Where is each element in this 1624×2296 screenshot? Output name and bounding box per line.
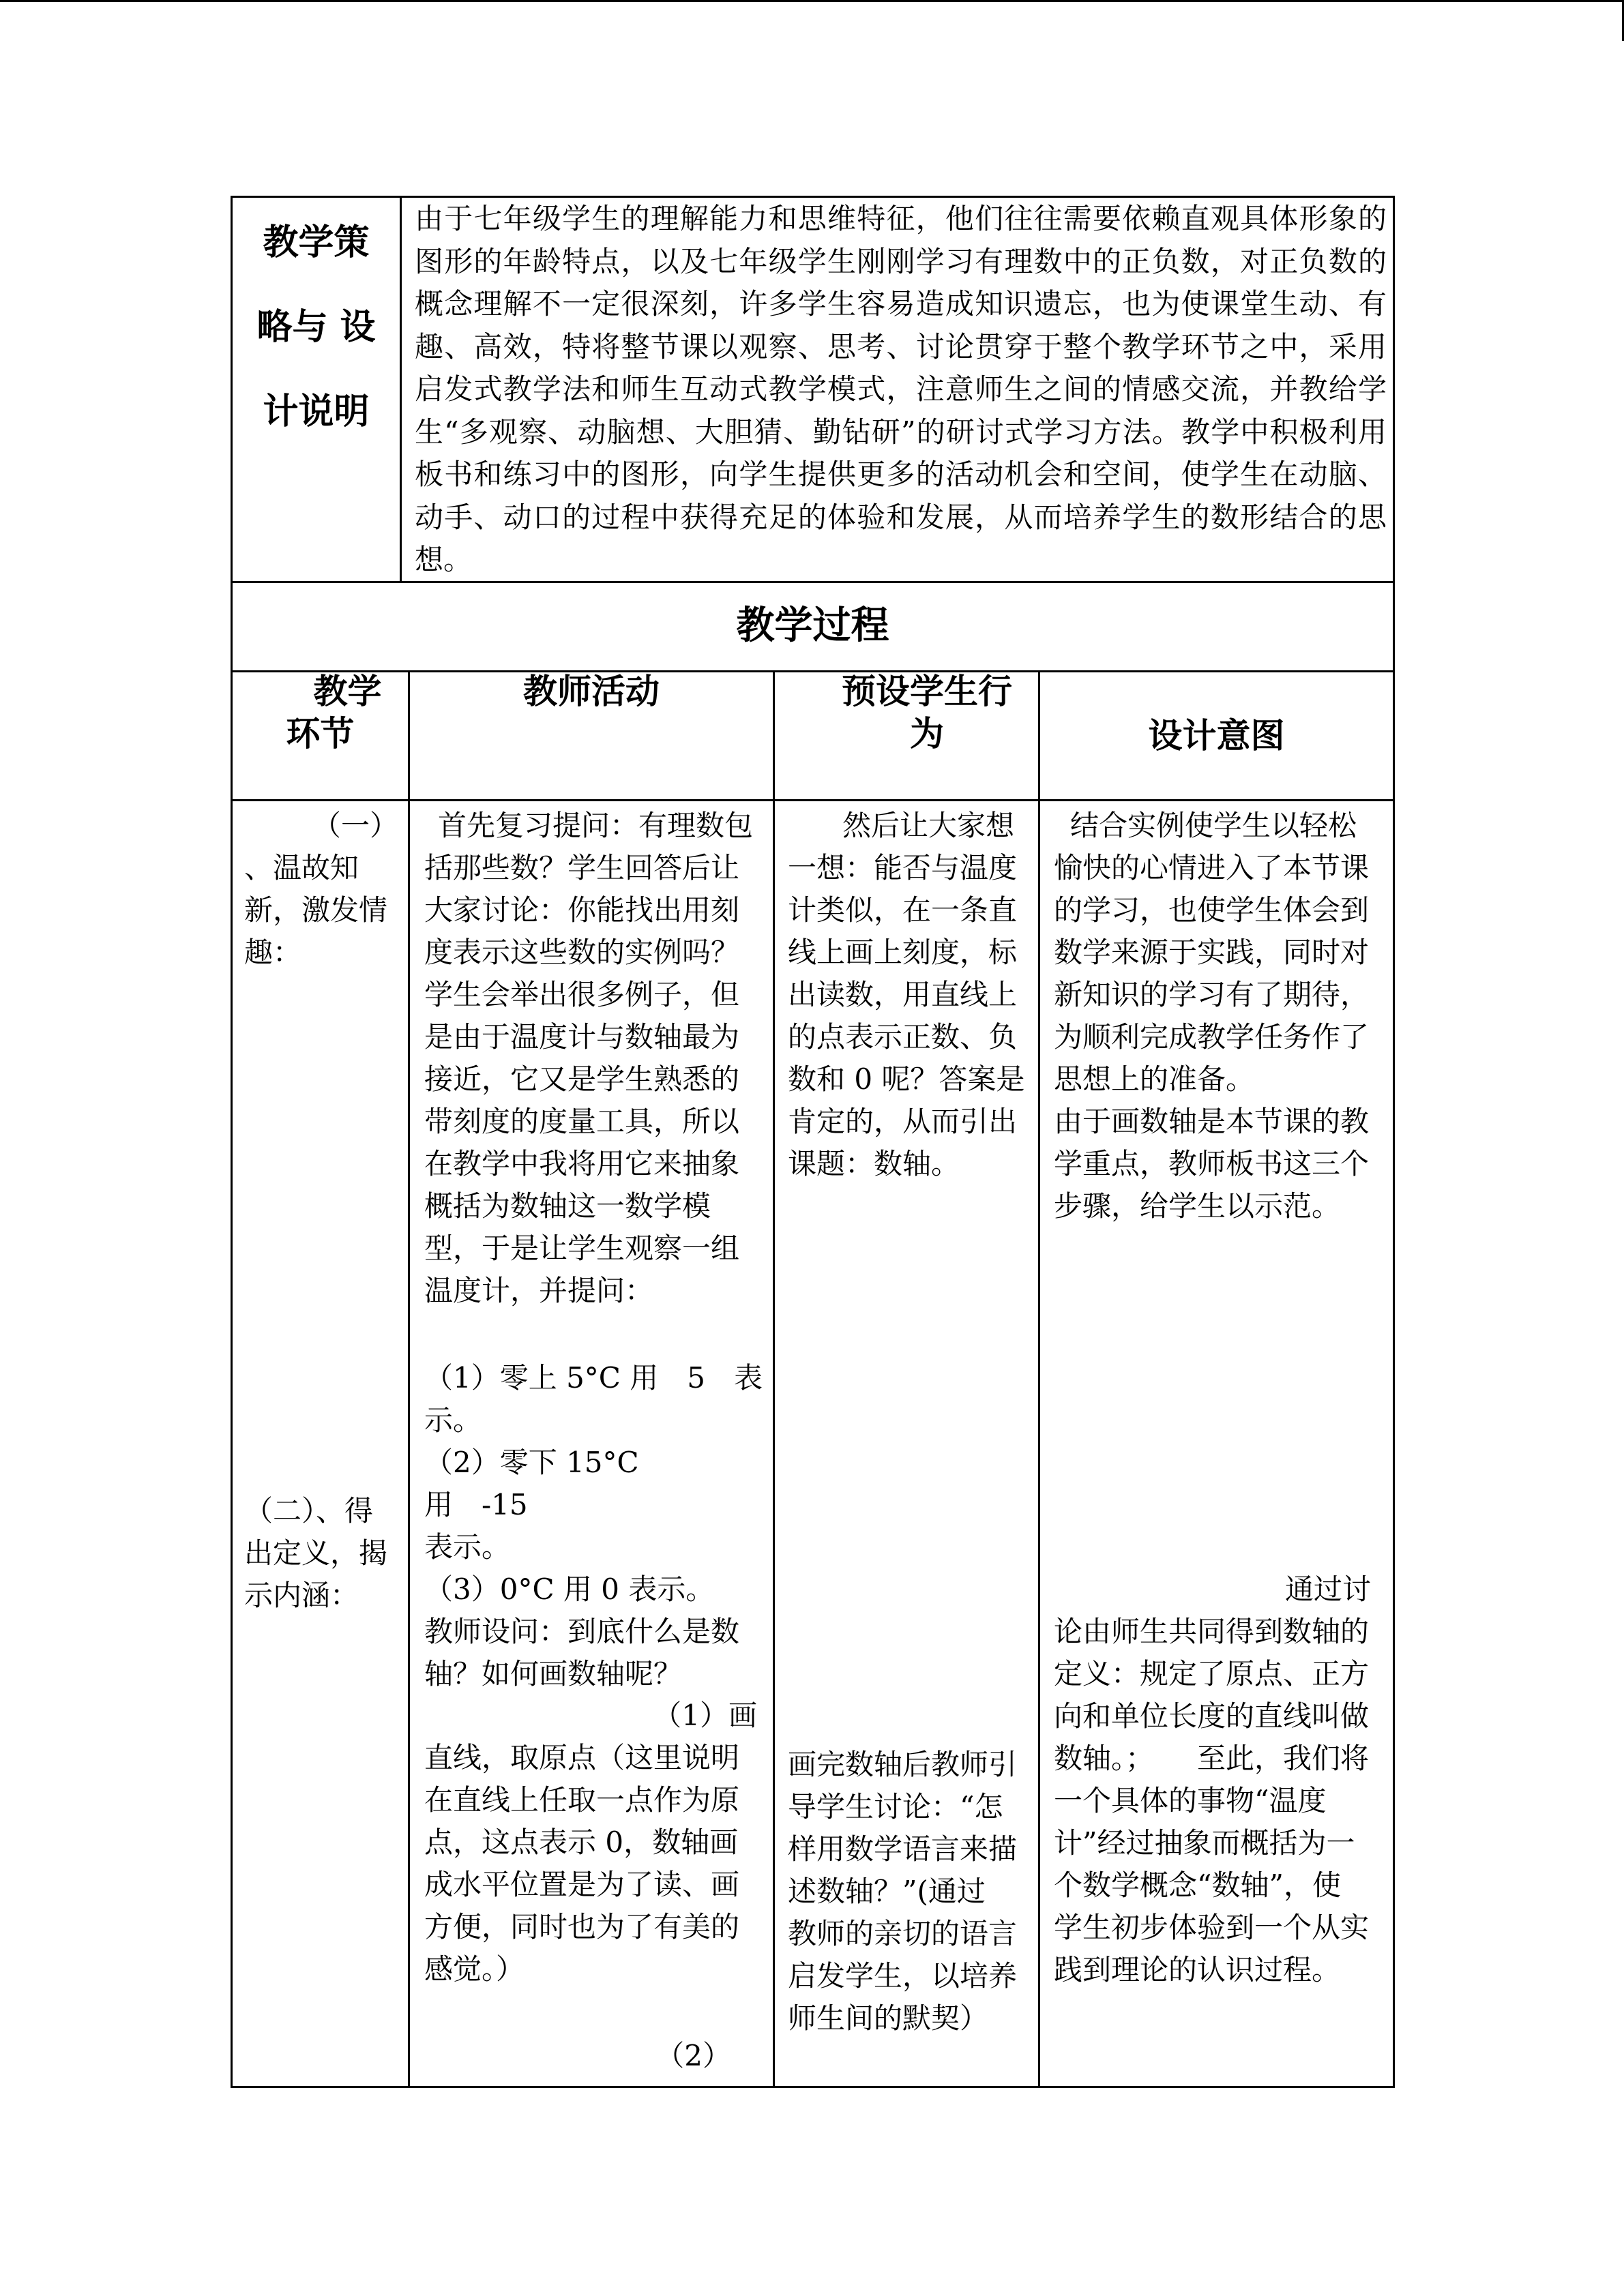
intent-line: 为顺利完成教学任务作了 <box>1054 1020 1370 1054</box>
teacher-line: 大家讨论：你能找出用刻 <box>424 893 740 927</box>
teacher-line: 成水平位置是为了读、画 <box>424 1868 740 1901</box>
teacher-line: （1）零上 5°C 用 5 表 <box>424 1361 763 1395</box>
teacher-line: 方便，同时也为了有美的 <box>424 1910 740 1943</box>
intent-line: 个数学概念“数轴”，使 <box>1054 1868 1341 1902</box>
intent-line: 论由师生共同得到数轴的 <box>1054 1615 1370 1648</box>
student-line: 样用数学语言来描 <box>788 1832 1018 1866</box>
stage-one <box>244 805 402 974</box>
teacher-para-2 <box>424 1357 769 1695</box>
student-line: 课题：数轴。 <box>788 1147 960 1180</box>
intent-line: 计”经过抽象而概括为一 <box>1054 1826 1355 1860</box>
teacher-line: 点，这点表示 0，数轴画 <box>424 1825 739 1859</box>
teacher-line: 型，于是让学生观察一组 <box>424 1232 740 1265</box>
teacher-line: 感觉。） <box>424 1952 525 1986</box>
teacher-line: （2）零下 15°C 用 -15 <box>424 1446 668 1521</box>
teacher-line: 在教学中我将用它来抽象 <box>424 1147 740 1180</box>
col-divider-1 <box>408 670 410 2088</box>
teacher-line: （3）0°C 用 0 表示。 <box>424 1572 715 1606</box>
teacher-line: 直线，取原点（这里说明 <box>424 1741 740 1774</box>
teacher-line: 表示。 <box>424 1530 511 1564</box>
stage-line: （一） <box>312 809 399 842</box>
teacher-line: 是由于温度计与数轴最为 <box>424 1020 740 1054</box>
header-stage-line: 教学 <box>313 671 382 711</box>
student-para-2 <box>788 1744 1033 2040</box>
col-divider-3 <box>1038 670 1040 2088</box>
student-line: 计类似，在一条直 <box>788 893 1018 927</box>
intent-line: 数学来源于实践，同时对 <box>1054 936 1370 969</box>
student-line: 师生间的默契） <box>788 2001 989 2035</box>
intent-line: 向和单位长度的直线叫做 <box>1054 1699 1370 1733</box>
intent-line: 数轴。； 至此，我们将 <box>1054 1742 1370 1775</box>
strategy-label <box>233 200 400 454</box>
teacher-line: 首先复习提问：有理数包 <box>438 809 754 842</box>
table-border-bottom <box>231 2086 1395 2088</box>
teacher-para-1 <box>424 805 769 1312</box>
table-border-right <box>1393 196 1395 2088</box>
teacher-line: 温度计，并提问： <box>424 1274 654 1307</box>
teacher-step-2-head: （2） <box>655 2039 731 2072</box>
teacher-line: 括那些数？学生回答后让 <box>424 851 740 884</box>
intent-line: 一个具体的事物“温度 <box>1054 1784 1327 1817</box>
teacher-line: 度表示这些数的实例吗？ <box>424 936 740 969</box>
teacher-line: 学生会举出很多例子，但 <box>424 978 740 1011</box>
teacher-line: 带刻度的度量工具，所以 <box>424 1105 740 1138</box>
teacher-line: 在直线上任取一点作为原 <box>424 1783 740 1817</box>
student-line: 线上画上刻度，标 <box>788 936 1018 969</box>
student-line: 导学生讨论：“怎 <box>788 1790 1003 1823</box>
header-stage <box>233 670 408 755</box>
teacher-line: 示。 <box>424 1403 482 1437</box>
intent-line: 思想上的准备。 <box>1054 1062 1255 1096</box>
intent-line: 定义：规定了原点、正方 <box>1054 1657 1370 1690</box>
teacher-line: 轴？如何画数轴呢？ <box>424 1657 683 1690</box>
intent-line: 学生初步体验到一个从实 <box>1054 1911 1370 1944</box>
intent-para-2 <box>1054 1611 1388 1991</box>
header-teacher: 教师活动 <box>523 671 660 711</box>
stage-line: （二）、得 <box>244 1494 374 1527</box>
stage-line: 出定义，揭 <box>244 1536 388 1570</box>
intent-line: 愉快的心情进入了本节课 <box>1054 851 1370 884</box>
table-border-header-bottom <box>231 799 1395 801</box>
header-student-line: 预设学生行 <box>842 671 1012 711</box>
student-line: 然后让大家想 <box>842 809 1015 842</box>
teacher-line: 教师设问：到底什么是数 <box>424 1615 740 1648</box>
intent-line: 新知识的学习有了期待， <box>1054 978 1370 1011</box>
student-line: 的点表示正数、负 <box>788 1020 1018 1054</box>
intent-para-1 <box>1054 805 1388 1227</box>
intent-line: 践到理论的认识过程。 <box>1054 1953 1341 1986</box>
strategy-label-line: 略与 设 <box>256 306 376 348</box>
header-stage-line: 环节 <box>286 713 355 754</box>
intent-line: 学重点，教师板书这三个 <box>1054 1147 1370 1180</box>
intent-line: 的学习，也使学生体会到 <box>1054 893 1370 927</box>
stage-line: 、温故知 <box>244 851 359 884</box>
teacher-line: 概括为数轴这一数学模 <box>424 1189 711 1223</box>
col-divider-2 <box>773 670 775 2088</box>
teacher-para-3 <box>424 1737 769 1991</box>
student-line: 一想：能否与温度 <box>788 851 1018 884</box>
intent-para-2-head: 通过讨 <box>1284 1572 1371 1606</box>
strategy-divider <box>400 196 402 583</box>
student-line: 述数轴？”(通过 <box>788 1875 986 1908</box>
intent-line: 由于画数轴是本节课的教 <box>1054 1105 1370 1138</box>
intent-line: 步骤，给学生以示范。 <box>1054 1189 1341 1223</box>
student-line: 启发学生，以培养 <box>788 1959 1018 1993</box>
process-title: 教学过程 <box>736 603 889 648</box>
stage-line: 新，激发情 <box>244 893 388 927</box>
intent-line: 结合实例使学生以轻松 <box>1070 809 1357 842</box>
header-student-line: 为 <box>910 713 944 754</box>
teacher-step-1-head: （1）画 <box>653 1699 757 1732</box>
strategy-body: 由于七年级学生的理解能力和思维特征，他们往往需要依赖直观具体形象的图形的年龄特点，以及七年级学生刚刚学习有理数中的正负数，对正负数的概念理解不一定很深刻，许多学生容易造成知识遗忘，也为使课堂生动、有趣、高效，特将整节课以观察、思考、讨论贯穿于整个教学环节之中，采用启发式教学法和师生互动式教学模式，注意师生之间的情感交流，并教给学生“多观察、动脑想、大胆猜、勤钻研”的研讨式学习方法。教学中积极利用板书和练习中的图形，向学生提供更多的活动机会和空间，使学生在动脑、动手、动口的过程中获得充足的体验和发展，从而培养学生的数形结合的思想。 <box>415 202 1387 576</box>
stage-line: 趣： <box>244 936 302 969</box>
student-para-1 <box>788 805 1033 1185</box>
student-line: 画完数轴后教师引 <box>788 1748 1018 1781</box>
student-line: 出读数，用直线上 <box>788 978 1018 1011</box>
header-student <box>775 670 1038 755</box>
strategy-label-line: 教学策 <box>263 222 370 263</box>
student-line: 数和 0 呢？答案是 <box>788 1062 1025 1096</box>
stage-two <box>244 1490 402 1617</box>
teacher-line: 接近，它又是学生熟悉的 <box>424 1062 740 1096</box>
student-line: 教师的亲切的语言 <box>788 1917 1018 1950</box>
student-line: 肯定的，从而引出 <box>788 1105 1018 1138</box>
stage-line: 示内涵： <box>244 1579 359 1612</box>
header-intent: 设计意图 <box>1148 715 1285 756</box>
strategy-label-line: 计说明 <box>263 391 370 432</box>
table-border-left <box>231 196 233 2088</box>
